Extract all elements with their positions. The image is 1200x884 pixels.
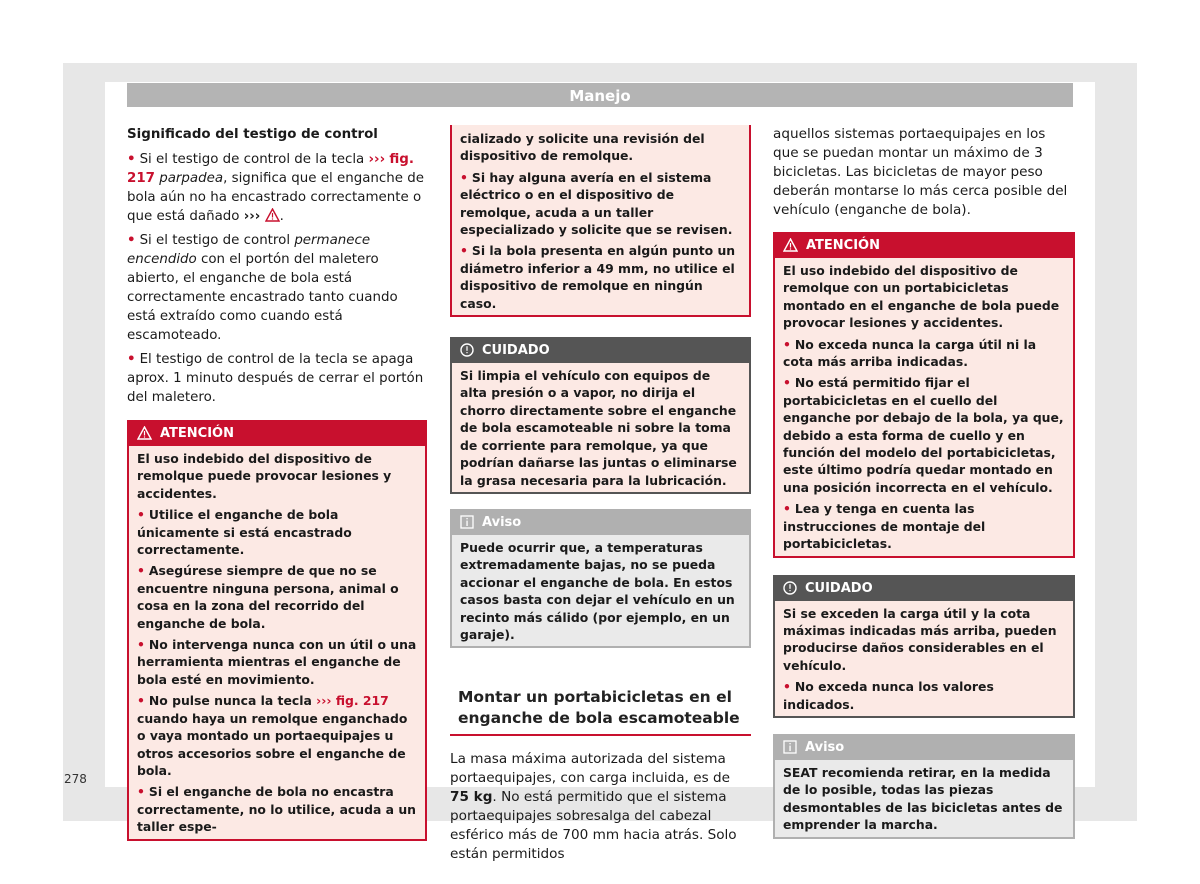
caution-circle-icon	[783, 581, 797, 595]
paragraph-continued: aquellos sistemas portaequipajes en los que se puedan montar un máximo de 3 bicicletas. Las bicicletas de mayor peso deberán montarse lo más cerca posible del vehículo (enganche de bola).	[773, 126, 1068, 218]
arrow-ref-icon: ›››	[243, 209, 261, 224]
paragraph-steady: • Si el testigo de control permanece encendido con el portón del maletero abierto, el enganche de bola está correctamente encastrado tanto cuando está extraído como cuando está escamoteado.	[127, 233, 398, 343]
paragraph-off: • El testigo de control de la tecla se apaga aprox. 1 minuto después de cerrar el portón del maletero.	[127, 352, 424, 405]
warning-header: ATENCIÓN	[129, 422, 425, 446]
figure-link[interactable]: fig. 217	[127, 152, 414, 186]
page-number: 278	[64, 772, 87, 786]
warning-triangle-icon	[137, 426, 152, 440]
warning-triangle-icon	[265, 208, 280, 222]
warning-box: ATENCIÓN El uso indebido del dispositivo de remolque puede provocar lesiones y accidentes. • Utilice el enganche de bola únicamente si está encastrado correctamente. • Asegúrese siempre de que no se encuentre ninguna persona, animal o cosa en la zona del recorrido del enganche de bola. • No intervenga nunca con un útil o una herramienta mientras el enganche de bola esté en movimiento. • No pulse nunca la tecla ››› fig. 217 cuando haya un remolque enganchado o vaya montado un portaequipajes u otros accesorios sobre el enganche de bola. • Si el enganche de bola no encastra correctamente, no lo utilice, acuda a un taller espe-	[127, 420, 427, 841]
column-1	[127, 125, 427, 841]
column-2	[450, 125, 751, 869]
info-icon	[783, 740, 797, 754]
arrow-ref-icon: ›››	[368, 152, 386, 167]
bullet: •	[127, 152, 136, 167]
figure-link[interactable]: fig. 217	[335, 693, 389, 709]
note-box: Aviso Puede ocurrir que, a temperaturas extremadamente bajas, no se pueda accionar el enganche de bola. En estos casos basta con dejar el vehículo en un recinto más cálido (por ejemplo, en un garaje).	[450, 509, 751, 648]
warning-box-continued: cializado y solicite una revisión del dispositivo de remolque. • Si hay alguna avería en el sistema eléctrico o en el dispositivo de remolque, acuda a un taller especializado y solicite que se revisen. • Si la bola presenta en algún punto un diámetro inferior a 49 mm, no utilice el dispositivo de remolque en ningún caso.	[450, 125, 751, 317]
column-3	[773, 125, 1075, 839]
caution-circle-icon	[460, 343, 474, 357]
warning-box-bikes: ATENCIÓN El uso indebido del dispositivo de remolque con un portabicicletas montado en el enganche de bola puede provocar lesiones y accidentes. • No exceda nunca la carga útil ni la cota más arriba indicadas. • No está permitido fijar el portabicicletas en el cuello del enganche por debajo de la bola, ya que, debido a esta forma de cuello y en función del modelo del portabicicletas, este último podría quedar montado en una posición incorrecta en el vehículo. • Lea y tenga en cuenta las instrucciones de montaje del portabicicletas.	[773, 232, 1075, 558]
arrow-ref-icon: ›››	[316, 693, 332, 709]
note-box-bikes: Aviso SEAT recomienda retirar, en la medida de lo posible, todas las piezas desmontables de las bicicletas antes de emprender la marcha.	[773, 734, 1075, 839]
section-heading: Montar un portabicicletas en el enganche de bola escamoteable	[450, 686, 751, 736]
warning-triangle-icon	[783, 238, 798, 252]
subtitle: Significado del testigo de control	[127, 127, 378, 142]
paragraph-blinking: • Si el testigo de control de la tecla ››› fig. 217 parpadea, significa que el enganche de bola aún no ha encastrado correctamente o que está dañado ››› .	[127, 152, 424, 224]
paragraph-max-load: La masa máxima autorizada del sistema portaequipajes, con carga incluida, es de 75 kg. No está permitido que el sistema portaequipajes sobresalga del cabezal esférico más de 700 mm hacia atrás. Solo están permitidos	[450, 751, 737, 863]
info-icon	[460, 515, 474, 529]
caution-box-bikes: CUIDADO Si se exceden la carga útil y la cota máximas indicadas más arriba, pueden producirse daños considerables en el vehículo. • No exceda nunca los valores indicados.	[773, 575, 1075, 718]
section-header: Manejo	[127, 83, 1073, 107]
caution-box: CUIDADO Si limpia el vehículo con equipos de alta presión o a vapor, no dirija el chorro directamente sobre el enganche de bola escamoteable ni sobre la toma de corriente para remolque, ya que podrían dañarse las juntas o eliminarse la grasa necesaria para la lubricación.	[450, 337, 751, 494]
